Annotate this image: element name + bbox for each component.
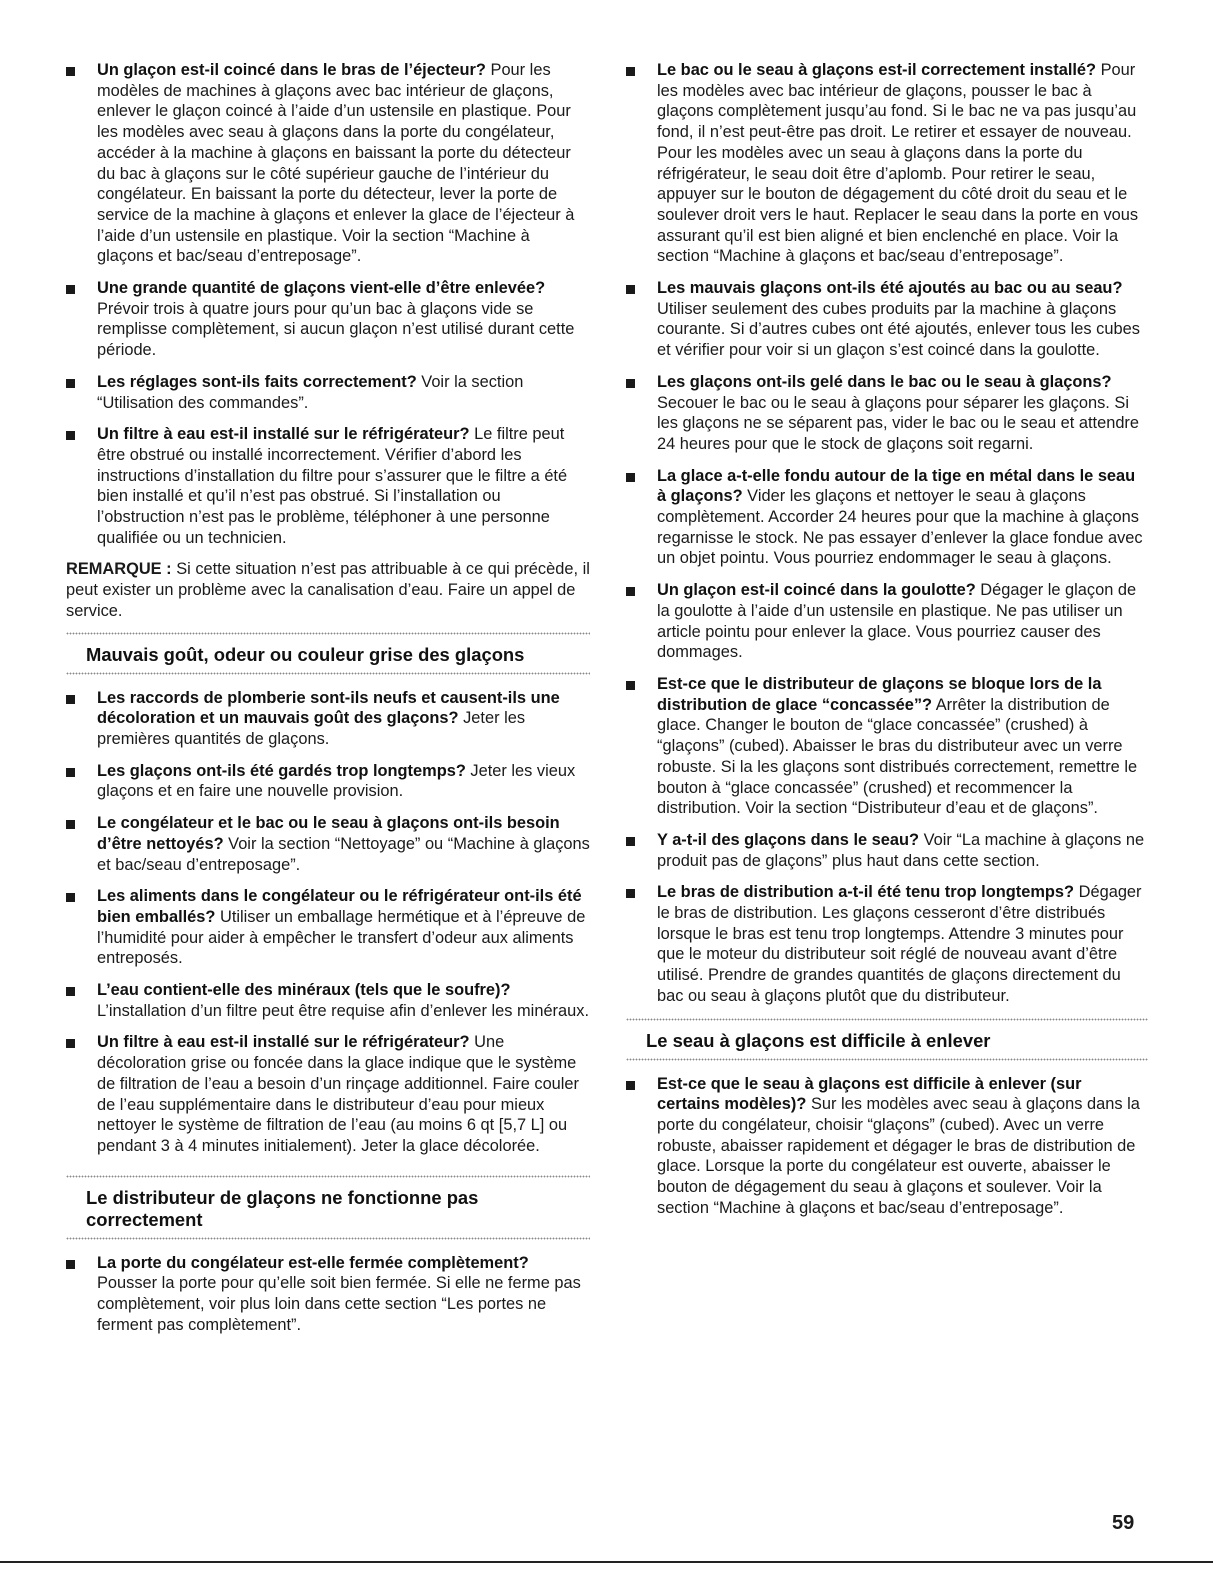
item-list bbox=[66, 60, 590, 548]
item-question: Un glaçon est-il coincé dans la goulotte? bbox=[657, 581, 976, 600]
section-heading-block bbox=[66, 632, 590, 676]
remark-text: Si cette situation n’est pas attribuable à ce qui précède, il peut exister un problème avec la canalisation d’eau. Faire un appel de service. bbox=[66, 560, 590, 620]
square-bullet-icon bbox=[66, 893, 75, 902]
remark-label: REMARQUE : bbox=[66, 560, 172, 579]
bullet-item bbox=[626, 372, 1148, 455]
square-bullet-icon bbox=[626, 1081, 635, 1090]
square-bullet-icon bbox=[66, 379, 75, 388]
page-number: 59 bbox=[1112, 1512, 1135, 1534]
left-column bbox=[66, 60, 590, 1346]
item-answer: Prévoir trois à quatre jours pour qu’un bac à glaçons vide se remplisse complètement, si aucun glaçon n’est utilisé durant cette période. bbox=[97, 299, 575, 360]
section-heading: Le distributeur de glaçons ne fonctionne pas correctement bbox=[86, 1186, 479, 1230]
bullet-item bbox=[66, 813, 590, 875]
square-bullet-icon bbox=[626, 889, 635, 898]
item-question: Le congélateur et le bac ou le seau à glaçons ont-ils besoin d’être nettoyés? bbox=[97, 814, 560, 853]
bullet-item bbox=[626, 466, 1148, 570]
item-question: L’eau contient-elle des minéraux (tels que le soufre)? bbox=[97, 981, 511, 1000]
bullet-item bbox=[66, 372, 590, 413]
bullet-item bbox=[66, 1032, 590, 1156]
item-answer: Pousser la porte pour qu’elle soit bien fermée. Si elle ne ferme pas complètement, voir plus loin dans cette section “Les portes ne ferment pas complètement”. bbox=[97, 1274, 581, 1334]
right-column bbox=[626, 60, 1148, 1229]
item-list bbox=[626, 60, 1148, 1007]
item-answer: Jeter les vieux glaçons et en faire une nouvelle provision. bbox=[97, 761, 576, 801]
item-list bbox=[66, 688, 590, 1157]
item-answer: Utiliser un emballage hermétique et à l’épreuve de l’humidité pour aider à empêcher le transfert d’odeur aux aliments entreposés. bbox=[97, 907, 586, 968]
item-list bbox=[66, 1253, 590, 1336]
item-answer: Secouer le bac ou le seau à glaçons pour séparer les glaçons. Si les glaçons ne se séparent pas, vider le bac ou le seau et attendre 24 heures pour que le stock de glaçons soit regarni. bbox=[657, 393, 1140, 453]
item-question: Un filtre à eau est-il installé sur le réfrigérateur? bbox=[97, 1033, 470, 1052]
bullet-item bbox=[66, 424, 590, 548]
section-heading: Mauvais goût, odeur ou couleur grise des glaçons bbox=[86, 643, 525, 665]
square-bullet-icon bbox=[66, 67, 75, 76]
bullet-item bbox=[66, 278, 590, 361]
square-bullet-icon bbox=[66, 1039, 75, 1048]
dotted-rule bbox=[66, 672, 590, 676]
bullet-item bbox=[626, 278, 1148, 361]
square-bullet-icon bbox=[66, 768, 75, 777]
item-question: Est-ce que le distributeur de glaçons se bloque lors de la distribution de glace “concassée”? bbox=[657, 674, 1102, 714]
bullet-item bbox=[66, 1253, 590, 1336]
item-question: Les raccords de plomberie sont-ils neufs et causent-ils une décoloration et un mauvais goût des glaçons? bbox=[97, 688, 560, 728]
bullet-item bbox=[626, 674, 1148, 819]
square-bullet-icon bbox=[66, 1260, 75, 1269]
square-bullet-icon bbox=[626, 837, 635, 846]
bullet-item bbox=[626, 1074, 1148, 1219]
bullet-item bbox=[66, 761, 590, 802]
bullet-item bbox=[626, 580, 1148, 663]
bullet-item bbox=[626, 60, 1148, 267]
square-bullet-icon bbox=[626, 473, 635, 482]
item-question: Les glaçons ont-ils gelé dans le bac ou le seau à glaçons? bbox=[657, 372, 1112, 391]
dotted-rule bbox=[626, 1058, 1148, 1062]
item-answer: Voir la section “Utilisation des commandes”. bbox=[97, 372, 524, 412]
square-bullet-icon bbox=[66, 987, 75, 996]
item-answer: Dégager le glaçon de la goulotte à l’aide d’un ustensile en plastique. Ne pas utiliser un article pointu pour enlever la glace. Vous pourriez causer des dommages. bbox=[657, 581, 1137, 662]
square-bullet-icon bbox=[626, 285, 635, 294]
item-question: Les mauvais glaçons ont-ils été ajoutés au bac ou au seau? bbox=[657, 279, 1123, 298]
square-bullet-icon bbox=[626, 67, 635, 76]
item-question: Les aliments dans le congélateur ou le réfrigérateur ont-ils été bien emballés? bbox=[97, 887, 582, 926]
item-answer: Une décoloration grise ou foncée dans la glace indique que le système de filtration de l’eau a besoin d’un rinçage additionnel. Faire couler de l’eau supplémentaire dans le distributeur d’eau pour mieux nettoyer le système de filtration de l’eau (au moins 6 qt [5,7 L] ou pendant 3 à 4 minutes initialement). Jeter la glace décolorée. bbox=[97, 1033, 580, 1155]
bullet-item bbox=[66, 688, 590, 750]
square-bullet-icon bbox=[66, 431, 75, 440]
square-bullet-icon bbox=[626, 379, 635, 388]
square-bullet-icon bbox=[626, 587, 635, 596]
square-bullet-icon bbox=[626, 681, 635, 690]
item-question: Une grande quantité de glaçons vient-elle d’être enlevée? bbox=[97, 279, 546, 298]
item-answer: Arrêter la distribution de glace. Changer le bouton de “glace concassée” (crushed) à “glaçons” (cubed). Abaisser le bras du distributeur avec un verre robuste. Si la les glaçons sont distribués correctement, remettre le bouton à “glace concassée” (crushed) et recommencer la distribution. Voir la section “Distributeur d’eau et de glaçons”. bbox=[657, 695, 1138, 818]
section-heading-block bbox=[66, 1175, 590, 1241]
item-question: Un glaçon est-il coincé dans le bras de l’éjecteur? bbox=[97, 61, 486, 79]
item-answer: Le filtre peut être obstrué ou installé incorrectement. Vérifier d’abord les instructions d’installation du filtre pour s’assurer que le filtre a été bien installé et qu’il n’est pas obstrué. Si l’installation ou l’obstruction n’est pas le problème, téléphoner à une personne qualifiée ou un technicien. bbox=[97, 425, 568, 547]
item-question: Un filtre à eau est-il installé sur le réfrigérateur? bbox=[97, 425, 470, 444]
item-question: La glace a-t-elle fondu autour de la tige en métal dans le seau à glaçons? bbox=[657, 466, 1136, 506]
footer-rule bbox=[0, 1561, 1213, 1563]
item-answer: Jeter les premières quantités de glaçons. bbox=[97, 709, 526, 748]
bullet-item bbox=[626, 882, 1148, 1006]
remark-note bbox=[66, 559, 590, 621]
item-answer: Voir “La machine à glaçons ne produit pas de glaçons” plus haut dans cette section. bbox=[657, 830, 1145, 870]
section-heading: Le seau à glaçons est difficile à enlever bbox=[646, 1029, 991, 1051]
item-question: Le bras de distribution a-t-il été tenu trop longtemps? bbox=[657, 883, 1075, 902]
item-question: Les réglages sont-ils faits correctement? bbox=[97, 372, 417, 391]
item-list bbox=[626, 1074, 1148, 1219]
dotted-rule bbox=[66, 1237, 590, 1241]
item-question: La porte du congélateur est-elle fermée complètement? bbox=[97, 1253, 529, 1272]
item-answer: Dégager le bras de distribution. Les glaçons cesseront d’être distribués lorsque le bras est tenu trop longtemps. Attendre 3 minutes pour que le moteur du distributeur soit réglé de nouveau avant d’être utilisé. Prendre de grandes quantités de glaçons directement du bac ou seau à glaçons plutôt que du distributeur. bbox=[657, 883, 1142, 1005]
square-bullet-icon bbox=[66, 285, 75, 294]
item-question: Y a-t-il des glaçons dans le seau? bbox=[657, 830, 920, 849]
item-question: Les glaçons ont-ils été gardés trop longtemps? bbox=[97, 761, 466, 780]
bullet-item bbox=[66, 886, 590, 969]
bullet-item bbox=[66, 60, 590, 267]
item-question: Le bac ou le seau à glaçons est-il correctement installé? bbox=[657, 61, 1097, 79]
square-bullet-icon bbox=[66, 695, 75, 704]
item-answer: Voir la section “Nettoyage” ou “Machine à glaçons et bac/seau d’entreposage”. bbox=[97, 834, 590, 874]
section-heading-block bbox=[626, 1018, 1148, 1062]
item-answer: Pour les modèles avec bac intérieur de glaçons, pousser le bac à glaçons complètement jusqu’au fond. Si le bac ne va pas jusqu’au fond, il n’est peut-être pas droit. Le retirer et essayer de nouveau. Pour les modèles avec un seau à glaçons dans la porte du réfrigérateur, le seau doit être d’aplomb. Pour retirer le seau, appuyer sur le bouton de dégagement du côté droit du seau et le soulever droit vers le haut. Replacer le seau dans la porte en vous assurant qu’il est bien aligné et bien enclenché en place. Voir la section “Machine à glaçons et bac/seau d’entreposage”. bbox=[657, 61, 1139, 266]
bullet-item bbox=[626, 830, 1148, 871]
item-answer: Pour les modèles de machines à glaçons avec bac intérieur de glaçons, enlever le glaçon coincé à l’aide d’un ustensile en plastique. Pour les modèles avec seau à glaçons dans la porte du congélateur, accéder à la machine à glaçons en baissant la porte du détecteur du bac à glaçons sur le côté supérieur gauche de l’intérieur du congélateur. En baissant la porte du détecteur, lever la porte de service de la machine à glaçons et enlever la glace de l’éjecteur à l’aide d’un ustensile en plastique. Voir la section “Machine à glaçons et bac/seau d’entreposage”. bbox=[97, 61, 575, 266]
item-answer: Utiliser seulement des cubes produits par la machine à glaçons courante. Si d’autres cubes ont été ajoutés, enlever tous les cubes et vérifier pour voir si un glaçon s’est coincé dans la goulotte. bbox=[657, 299, 1140, 360]
item-answer: Vider les glaçons et nettoyer le seau à glaçons complètement. Accorder 24 heures pour que la machine à glaçons regarnisse le stock. Ne pas essayer d’enlever la glace fondue avec un objet pointu. Vous pourriez endommager le seau à glaçons. bbox=[657, 487, 1143, 568]
square-bullet-icon bbox=[66, 820, 75, 829]
item-question: Est-ce que le seau à glaçons est difficile à enlever (sur certains modèles)? bbox=[657, 1074, 1082, 1114]
item-answer: L’installation d’un filtre peut être requise afin d’enlever les minéraux. bbox=[97, 1001, 589, 1020]
item-answer: Sur les modèles avec seau à glaçons dans la porte du congélateur, choisir “glaçons” (cubed). Avec un verre robuste, abaisser rapidement et dégager le bras de distribution de glace. Lorsque la porte du congélateur est ouverte, abaisser le bouton de dégagement du seau à glaçons et soulever. Voir la section “Machine à glaçons et bac/seau d’entreposage”. bbox=[657, 1095, 1140, 1217]
bullet-item bbox=[66, 980, 590, 1021]
